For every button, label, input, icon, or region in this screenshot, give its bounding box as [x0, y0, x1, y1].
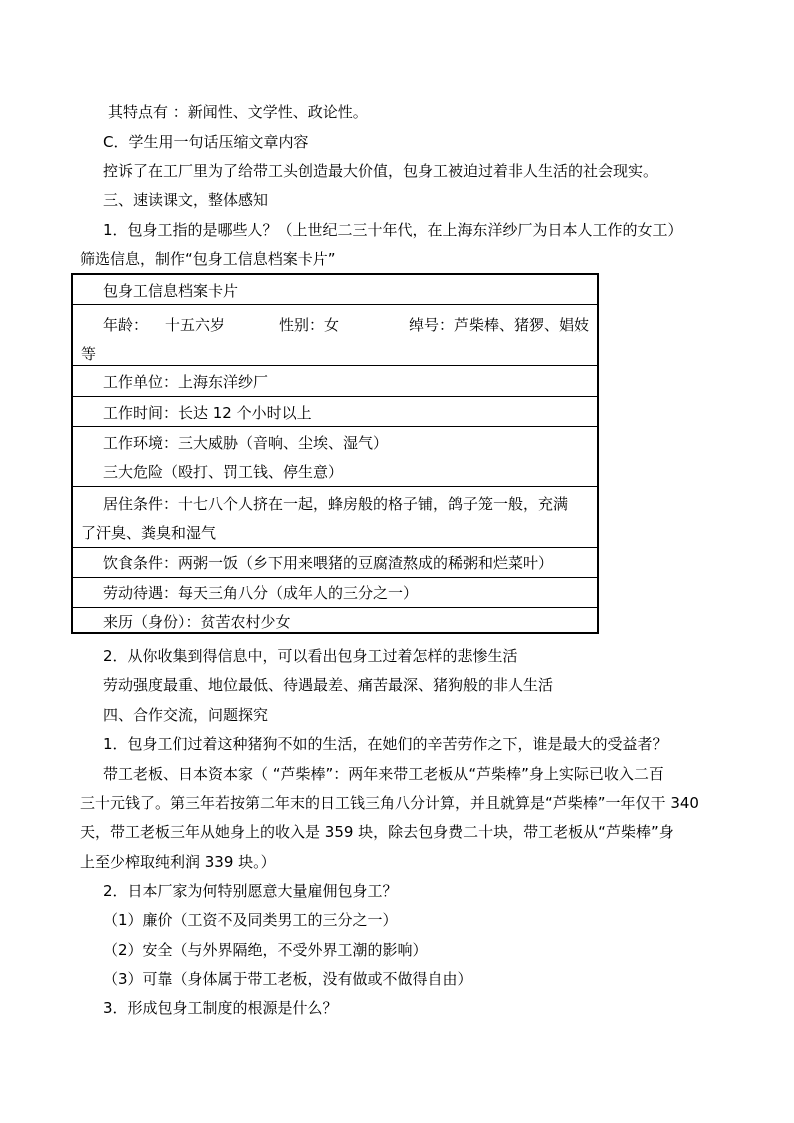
- wage-field: 劳动待遇：每天三角八分（成年人的三分之一）: [103, 584, 419, 602]
- card-environment-row: [73, 427, 599, 487]
- card-food-row: [73, 548, 599, 578]
- question-one: 1．包身工指的是哪些人？（上世纪二三十年代，在上海东洋纱厂为日本人工作的女工）: [103, 221, 683, 239]
- section-three-heading: 三、速读课文，整体感知: [103, 191, 269, 209]
- info-card-table: [71, 273, 599, 634]
- answer-paragraph-line-4: 上至少榨取纯利润 339 块。）: [80, 853, 276, 871]
- gender-field: 性别：女: [279, 316, 340, 334]
- living-continued: 了汗臭、粪臭和湿气: [81, 524, 217, 542]
- card-wage-row: [73, 578, 599, 608]
- question-two: 2．从你收集到得信息中，可以看出包身工过着怎样的悲惨生活: [103, 647, 518, 665]
- discussion-question-two: 2．日本厂家为何特别愿意大量雇佣包身工？: [103, 882, 398, 900]
- discussion-question-one: 1．包身工们过着这种猪狗不如的生活，在她们的辛苦劳作之下，谁是最大的受益者？: [103, 735, 668, 753]
- card-basic-row: [73, 305, 599, 366]
- answer-paragraph-line-2: 三十元钱了。第三年若按第二年末的日工钱三角八分计算，并且就算是“芦柴棒”一年仅干 340: [80, 794, 699, 812]
- card-origin-row: [73, 608, 599, 634]
- worktime-field: 工作时间：长达 12 个小时以上: [103, 404, 312, 422]
- danger-field: 三大危险（殴打、罚工钱、停生意）: [103, 463, 344, 481]
- age-label: 年龄：: [103, 316, 149, 334]
- living-field: 居住条件：十七八个人挤在一起，蜂房般的格子铺，鸽子笼一般，充满: [103, 495, 569, 513]
- answer-two: 劳动强度最重、地位最低、待遇最差、痛苦最深、猪狗般的非人生活: [103, 676, 554, 694]
- summary-heading: C．学生用一句话压缩文章内容: [103, 133, 309, 151]
- answer-paragraph-line-3: 天，带工老板三年从她身上的收入是 359 块，除去包身费二十块，带工老板从“芦柴棒”身: [80, 823, 674, 841]
- origin-field: 来历（身份）：贫苦农村少女: [103, 613, 291, 631]
- age-value: 十五六岁: [165, 316, 226, 334]
- reason-reliable: （3）可靠（身体属于带工老板，没有做或不做得自由）: [103, 970, 473, 988]
- environment-field: 工作环境：三大威胁（音响、尘埃、湿气）: [103, 434, 389, 452]
- reason-safe: （2）安全（与外界隔绝，不受外界工潮的影响）: [103, 941, 428, 959]
- card-title-row: [73, 275, 599, 305]
- nickname-field: 绰号：芦柴棒、猪猡、娼妓: [409, 316, 590, 334]
- summary-text: 控诉了在工厂里为了给带工头创造最大价值，包身工被迫过着非人生活的社会现实。: [103, 162, 659, 180]
- discussion-question-three: 3．形成包身工制度的根源是什么？: [103, 999, 338, 1017]
- card-title: 包身工信息档案卡片: [103, 282, 239, 300]
- answer-paragraph-line-1: 带工老板、日本资本家（ “芦柴棒”：两年来带工老板从“芦柴棒”身上实际已收入二百: [103, 765, 664, 783]
- section-four-heading: 四、合作交流，问题探究: [103, 706, 269, 724]
- reason-cheap: （1）廉价（工资不及同类男工的三分之一）: [103, 911, 398, 929]
- features-line: 其特点有 ：新闻性、文学性、政论性。: [108, 103, 368, 121]
- nickname-continued: 等: [81, 345, 97, 363]
- card-workplace-row: [73, 366, 599, 397]
- card-living-row: [73, 487, 599, 548]
- card-instruction: 筛选信息，制作“包身工信息档案卡片”: [80, 250, 336, 268]
- food-field: 饮食条件：两粥一饭（乡下用来喂猪的豆腐渣熬成的稀粥和烂菜叶）: [103, 554, 554, 572]
- workplace-field: 工作单位：上海东洋纱厂: [103, 373, 269, 391]
- card-worktime-row: [73, 397, 599, 427]
